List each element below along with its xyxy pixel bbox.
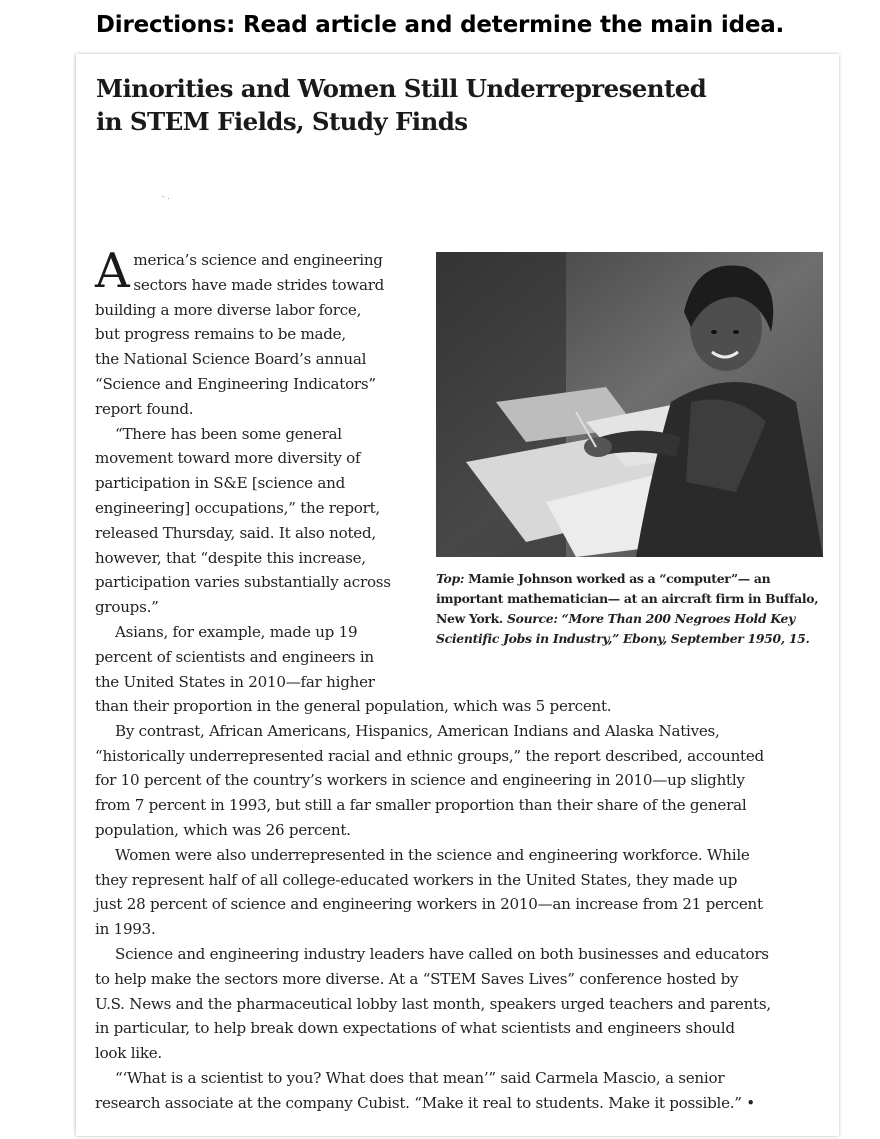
text-line: population, which was 26 percent. [95,820,351,839]
article-column-text [95,243,415,694]
caption-label: Top: [436,571,465,586]
headline-line-2: in STEM Fields, Study Finds [96,107,468,136]
text-line: released Thursday, said. It also noted, [95,523,376,542]
text-line: look like. [95,1044,162,1063]
text-line: the United States in 2010—far higher [95,672,375,691]
directions-heading: Directions: Read article and determine the main idea. [95,12,785,38]
caption-line: important mathematician— at an aircraft firm in Buffalo, [436,591,819,606]
text-line: engineering] occupations,” the report, [95,498,380,517]
caption-source: Scientific Jobs in Industry,” Ebony, September 1950, 15. [436,631,810,646]
text-line: percent of scientists and engineers in [95,647,374,666]
text-line: building a more diverse labor force, [95,300,362,319]
paragraph-3-continued: than their proportion in the general population, which was 5 percent. [95,697,612,715]
text-line: “historically underrepresented racial and ethnic groups,” the report described, accounted [95,746,764,765]
article-page [76,54,839,1136]
headline-line-1: Minorities and Women Still Underrepresented [96,74,707,103]
photo-caption [436,569,831,649]
paragraph-1 [95,243,415,422]
text-line: from 7 percent in 1993, but still a far smaller proportion than their share of the general [95,796,747,815]
photo-illustration [436,252,823,557]
text-line: participation in S&E [science and [95,474,346,493]
text-line: groups.” [95,598,159,617]
text-line: By contrast, African Americans, Hispanics, American Indians and Alaska Natives, [115,721,720,740]
caption-text: New York. [436,611,507,626]
text-line: movement toward more diversity of [95,449,361,468]
caption-source: “More Than 200 Negroes Hold Key [557,611,796,626]
text-line: Science and engineering industry leaders have called on both businesses and educators [115,944,769,963]
text-line: to help make the sectors more diverse. At a “STEM Saves Lives” conference hosted by [95,969,739,988]
text-line: just 28 percent of science and engineering workers in 2010—an increase from 21 percent [95,895,763,914]
stray-mark: - . [162,192,170,201]
caption-line [436,569,831,589]
text-line: “‘What is a scientist to you? What does that mean’” said Carmela Mascio, a senior [115,1068,725,1087]
text-line: report found. [95,399,194,418]
text-line: however, that “despite this increase, [95,548,366,567]
paragraph-6 [95,942,823,1066]
text-line: the National Science Board’s annual [95,350,367,369]
text-line: Asians, for example, made up 19 [115,622,358,641]
text-line: research associate at the company Cubist. “Make it real to students. Make it possible.” • [95,1093,755,1112]
article-headline [96,72,796,138]
paragraph-5 [95,843,823,942]
caption-source-label: Source: [506,611,558,626]
text-line: U.S. News and the pharmaceutical lobby last month, speakers urged teachers and parents, [95,994,771,1013]
drop-cap: A [95,243,130,299]
text-line: “There has been some general [115,424,342,443]
paragraph-2 [95,422,415,620]
paragraph-7 [95,1066,823,1116]
text-line: merica’s science and engineering [133,251,383,269]
text-line: they represent half of all college-educated workers in the United States, they made up [95,870,738,889]
text-line: in particular, to help break down expectations of what scientists and engineers should [95,1019,735,1038]
caption-text: Mamie Johnson worked as a “computer”— an [464,571,771,586]
paragraph-4 [95,719,823,843]
text-line: sectors have made strides toward [133,275,385,294]
caption-line [436,629,831,649]
text-line: for 10 percent of the country’s workers in science and engineering in 2010—up slightly [95,771,745,790]
caption-line [436,609,831,629]
text-line: “Science and Engineering Indicators” [95,374,376,393]
text-line: Women were also underrepresented in the science and engineering workforce. While [115,845,750,864]
article-photo [436,252,823,557]
text-line: participation varies substantially across [95,573,391,592]
paragraph-3 [95,620,415,694]
text-line: in 1993. [95,920,156,939]
text-line: but progress remains to be made, [95,325,346,344]
article-full-text [95,694,823,1116]
